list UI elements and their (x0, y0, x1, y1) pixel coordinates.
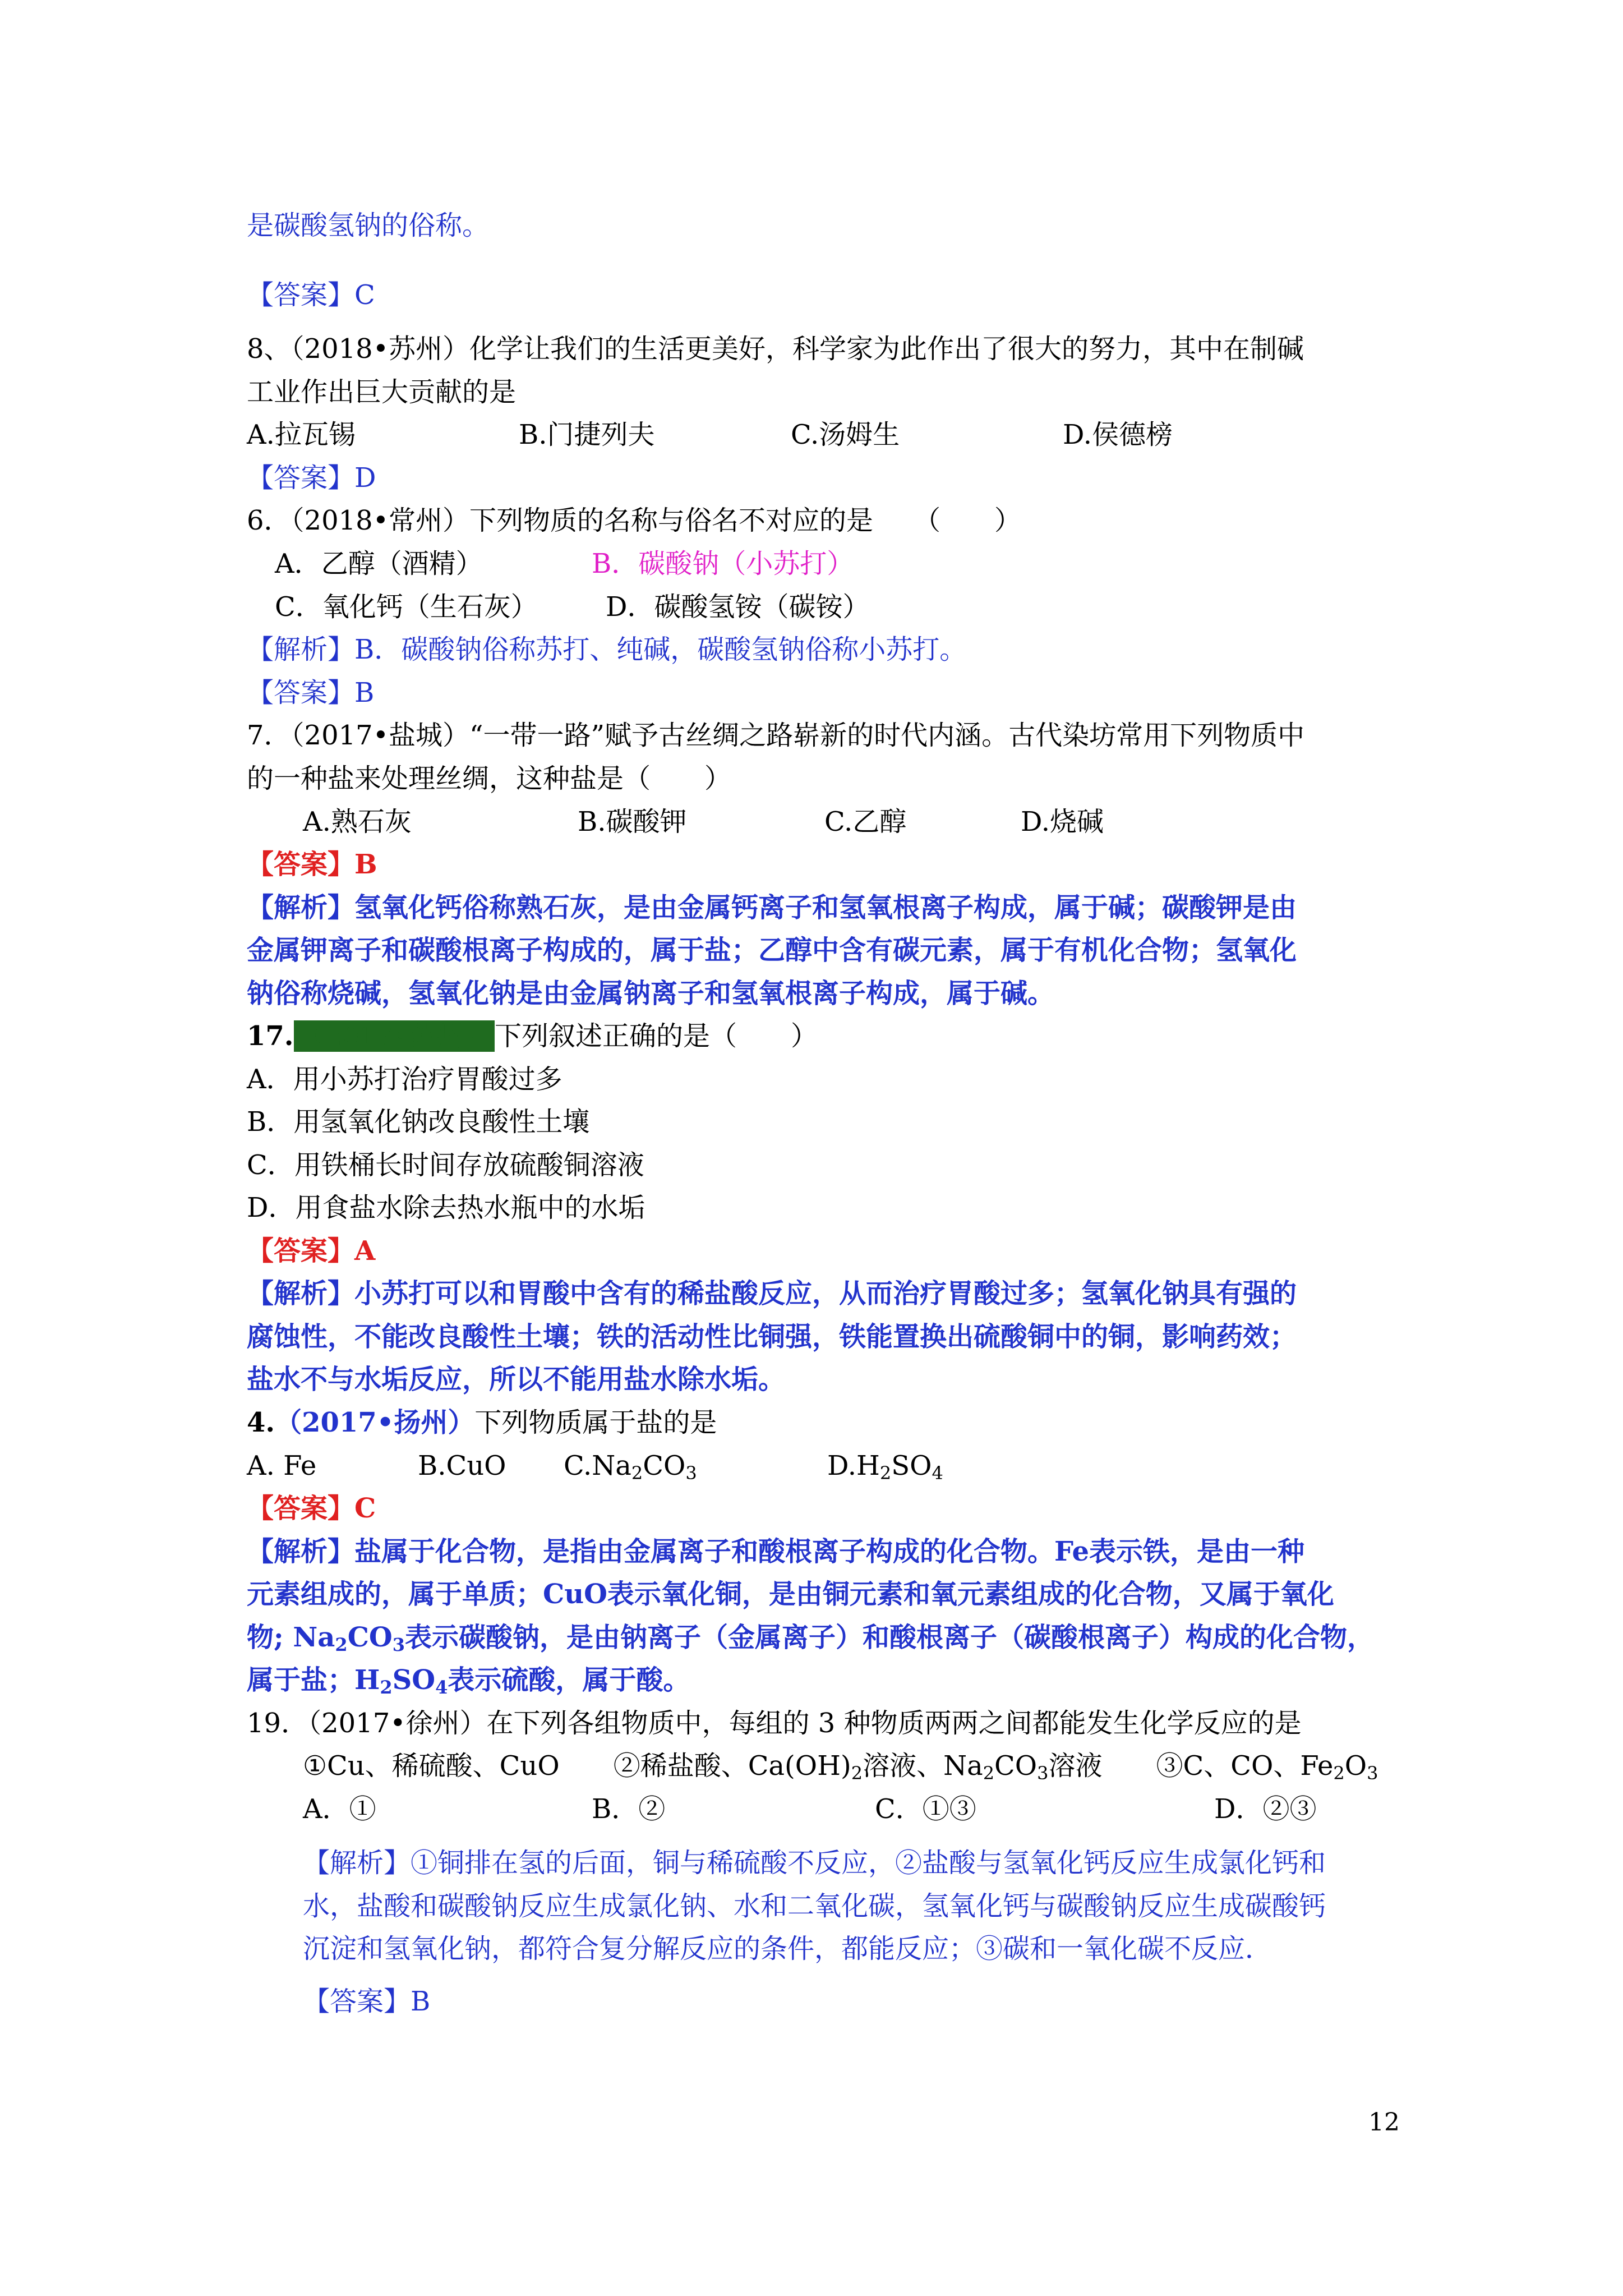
answer-line: 【答案】C (247, 279, 375, 311)
answer-line: 【答案】D (247, 462, 376, 494)
answer-line: 【答案】B (303, 1986, 431, 2017)
question-8-line: 工业作出巨大贡献的是 (247, 376, 517, 408)
source-tag: （2017•扬州） (275, 1407, 475, 1438)
question-6-line: 6．（2018•常州）下列物质的名称与俗名不对应的是 （ ） (247, 505, 1022, 536)
analysis-line: 腐蚀性，不能改良酸性土壤；铁的活动性比铜强，铁能置换出硫酸铜中的铜，影响药效； (247, 1321, 1297, 1352)
option: A. Fe (247, 1450, 317, 1481)
answer-line: 【答案】B (247, 677, 375, 708)
question-19-items: ①Cu、稀硫酸、CuO ②稀盐酸、$Ca(OH)_2$溶液、$Na_2CO_3$溶液 ③C、CO、$Fe_2O_3$ (303, 1750, 1378, 1784)
analysis-line: 沉淀和氢氧化钠，都符合复分解反应的条件，都能反应；③碳和一氧化碳不反应． (303, 1933, 1272, 1964)
option-highlighted: B．碳酸钠（小苏打） (592, 548, 854, 579)
option: B．② (592, 1793, 666, 1825)
analysis-line: 物; $Na_2CO_3$表示碳酸钠，是由钠离子（金属离子）和酸根离子（碳酸根离子）构成的化合物， (247, 1622, 1374, 1655)
answer-line: 【答案】A (247, 1235, 376, 1267)
option: C．用铁桶长时间存放硫酸铜溶液 (247, 1149, 644, 1181)
analysis-line: 水，盐酸和碳酸钠反应生成氯化钠、水和二氧化碳，氢氧化钙与碳酸钠反应生成碳酸钙 (303, 1890, 1326, 1922)
option: B.CuO (418, 1450, 506, 1481)
option: C.乙醇 (824, 806, 907, 838)
analysis-line: 属于盐；$H_2SO_4$表示硫酸，属于酸。 (247, 1664, 690, 1698)
option: D．②③ (1214, 1793, 1317, 1825)
option: A．① (303, 1793, 376, 1825)
option: A．用小苏打治疗胃酸过多 (247, 1064, 562, 1095)
question-number: 4. (247, 1407, 275, 1438)
text-line: 是碳酸氢钠的俗称。 (247, 210, 490, 241)
option: $C.Na_2CO_3$ (564, 1450, 697, 1484)
option: D．用食盐水除去热水瓶中的水垢 (247, 1192, 645, 1223)
question-7-line: 7．（2017•盐城）“一带一路”赋予古丝绸之路崭新的时代内涵。古代染坊常用下列物质中 (247, 720, 1305, 751)
option: C．氧化钙（生石灰） (275, 591, 538, 623)
question-4-options (247, 1449, 943, 1483)
option: $D.H_2SO_4$ (827, 1450, 943, 1484)
option: D.烧碱 (1021, 806, 1104, 838)
question-19-line: 19．（2017•徐州）在下列各组物质中，每组的 3 种物质两两之间都能发生化学反应的是 (247, 1708, 1302, 1739)
option: D．碳酸氢铵（碳铵） (606, 591, 870, 623)
analysis-line: 【解析】盐属于化合物，是指由金属离子和酸根离子构成的化合物。Fe表示铁，是由一种 (247, 1536, 1304, 1567)
source-tag: （2017•苏州） (294, 1020, 495, 1052)
option: D.侯德榜 (1063, 419, 1173, 450)
option: B.碳酸钾 (578, 806, 687, 838)
page-number: 12 (1368, 2108, 1400, 2137)
answer-line: 【答案】B (247, 849, 377, 880)
option: B.门捷列夫 (519, 419, 655, 450)
analysis-line: 金属钾离子和碳酸根离子构成的，属于盐；乙醇中含有碳元素，属于有机化合物；氢氧化 (247, 935, 1297, 966)
question-7-options (303, 805, 1104, 839)
question-19-options (303, 1792, 1317, 1826)
question-8-line: 8、（2018•苏州）化学让我们的生活更美好，科学家为此作出了很大的努力，其中在制碱 (247, 333, 1304, 365)
question-text: 下列物质属于盐的是 (474, 1407, 717, 1438)
option: B．用氢氧化钠改良酸性土壤 (247, 1106, 590, 1138)
question-17-line (247, 1019, 818, 1053)
question-4-line (247, 1406, 717, 1439)
option: A．乙醇（酒精） (275, 548, 483, 579)
question-6-options (275, 547, 854, 581)
option: C.汤姆生 (791, 419, 900, 450)
analysis-line: 【解析】氢氧化钙俗称熟石灰，是由金属钙离子和氢氧根离子构成，属于碱；碳酸钾是由 (247, 892, 1297, 923)
analysis-line: 盐水不与水垢反应，所以不能用盐水除水垢。 (247, 1364, 786, 1395)
question-number: 17. (247, 1020, 294, 1052)
question-6-options (275, 590, 870, 624)
analysis-line: 钠俗称烧碱，氢氧化钠是由金属钠离子和氢氧根离子构成，属于碱。 (247, 978, 1055, 1009)
question-text: 下列叙述正确的是（ ） (495, 1020, 818, 1052)
analysis-line: 【解析】B．碳酸钠俗称苏打、纯碱，碳酸氢钠俗称小苏打。 (247, 634, 967, 665)
analysis-line: 【解析】①铜排在氢的后面，铜与稀硫酸不反应，②盐酸与氢氧化钙反应生成氯化钙和 (303, 1847, 1326, 1879)
question-8-options (247, 418, 1173, 452)
answer-line: 【答案】C (247, 1493, 376, 1524)
analysis-line: 元素组成的，属于单质；CuO表示氧化铜，是由铜元素和氧元素组成的化合物，又属于氧化 (247, 1579, 1334, 1610)
question-7-line: 的一种盐来处理丝绸，这种盐是（ ） (247, 763, 732, 794)
option: A.拉瓦锡 (247, 419, 356, 450)
option: A.熟石灰 (303, 806, 412, 838)
analysis-line: 【解析】小苏打可以和胃酸中含有的稀盐酸反应，从而治疗胃酸过多；氢氧化钠具有强的 (247, 1278, 1297, 1309)
option: C．①③ (875, 1793, 976, 1825)
